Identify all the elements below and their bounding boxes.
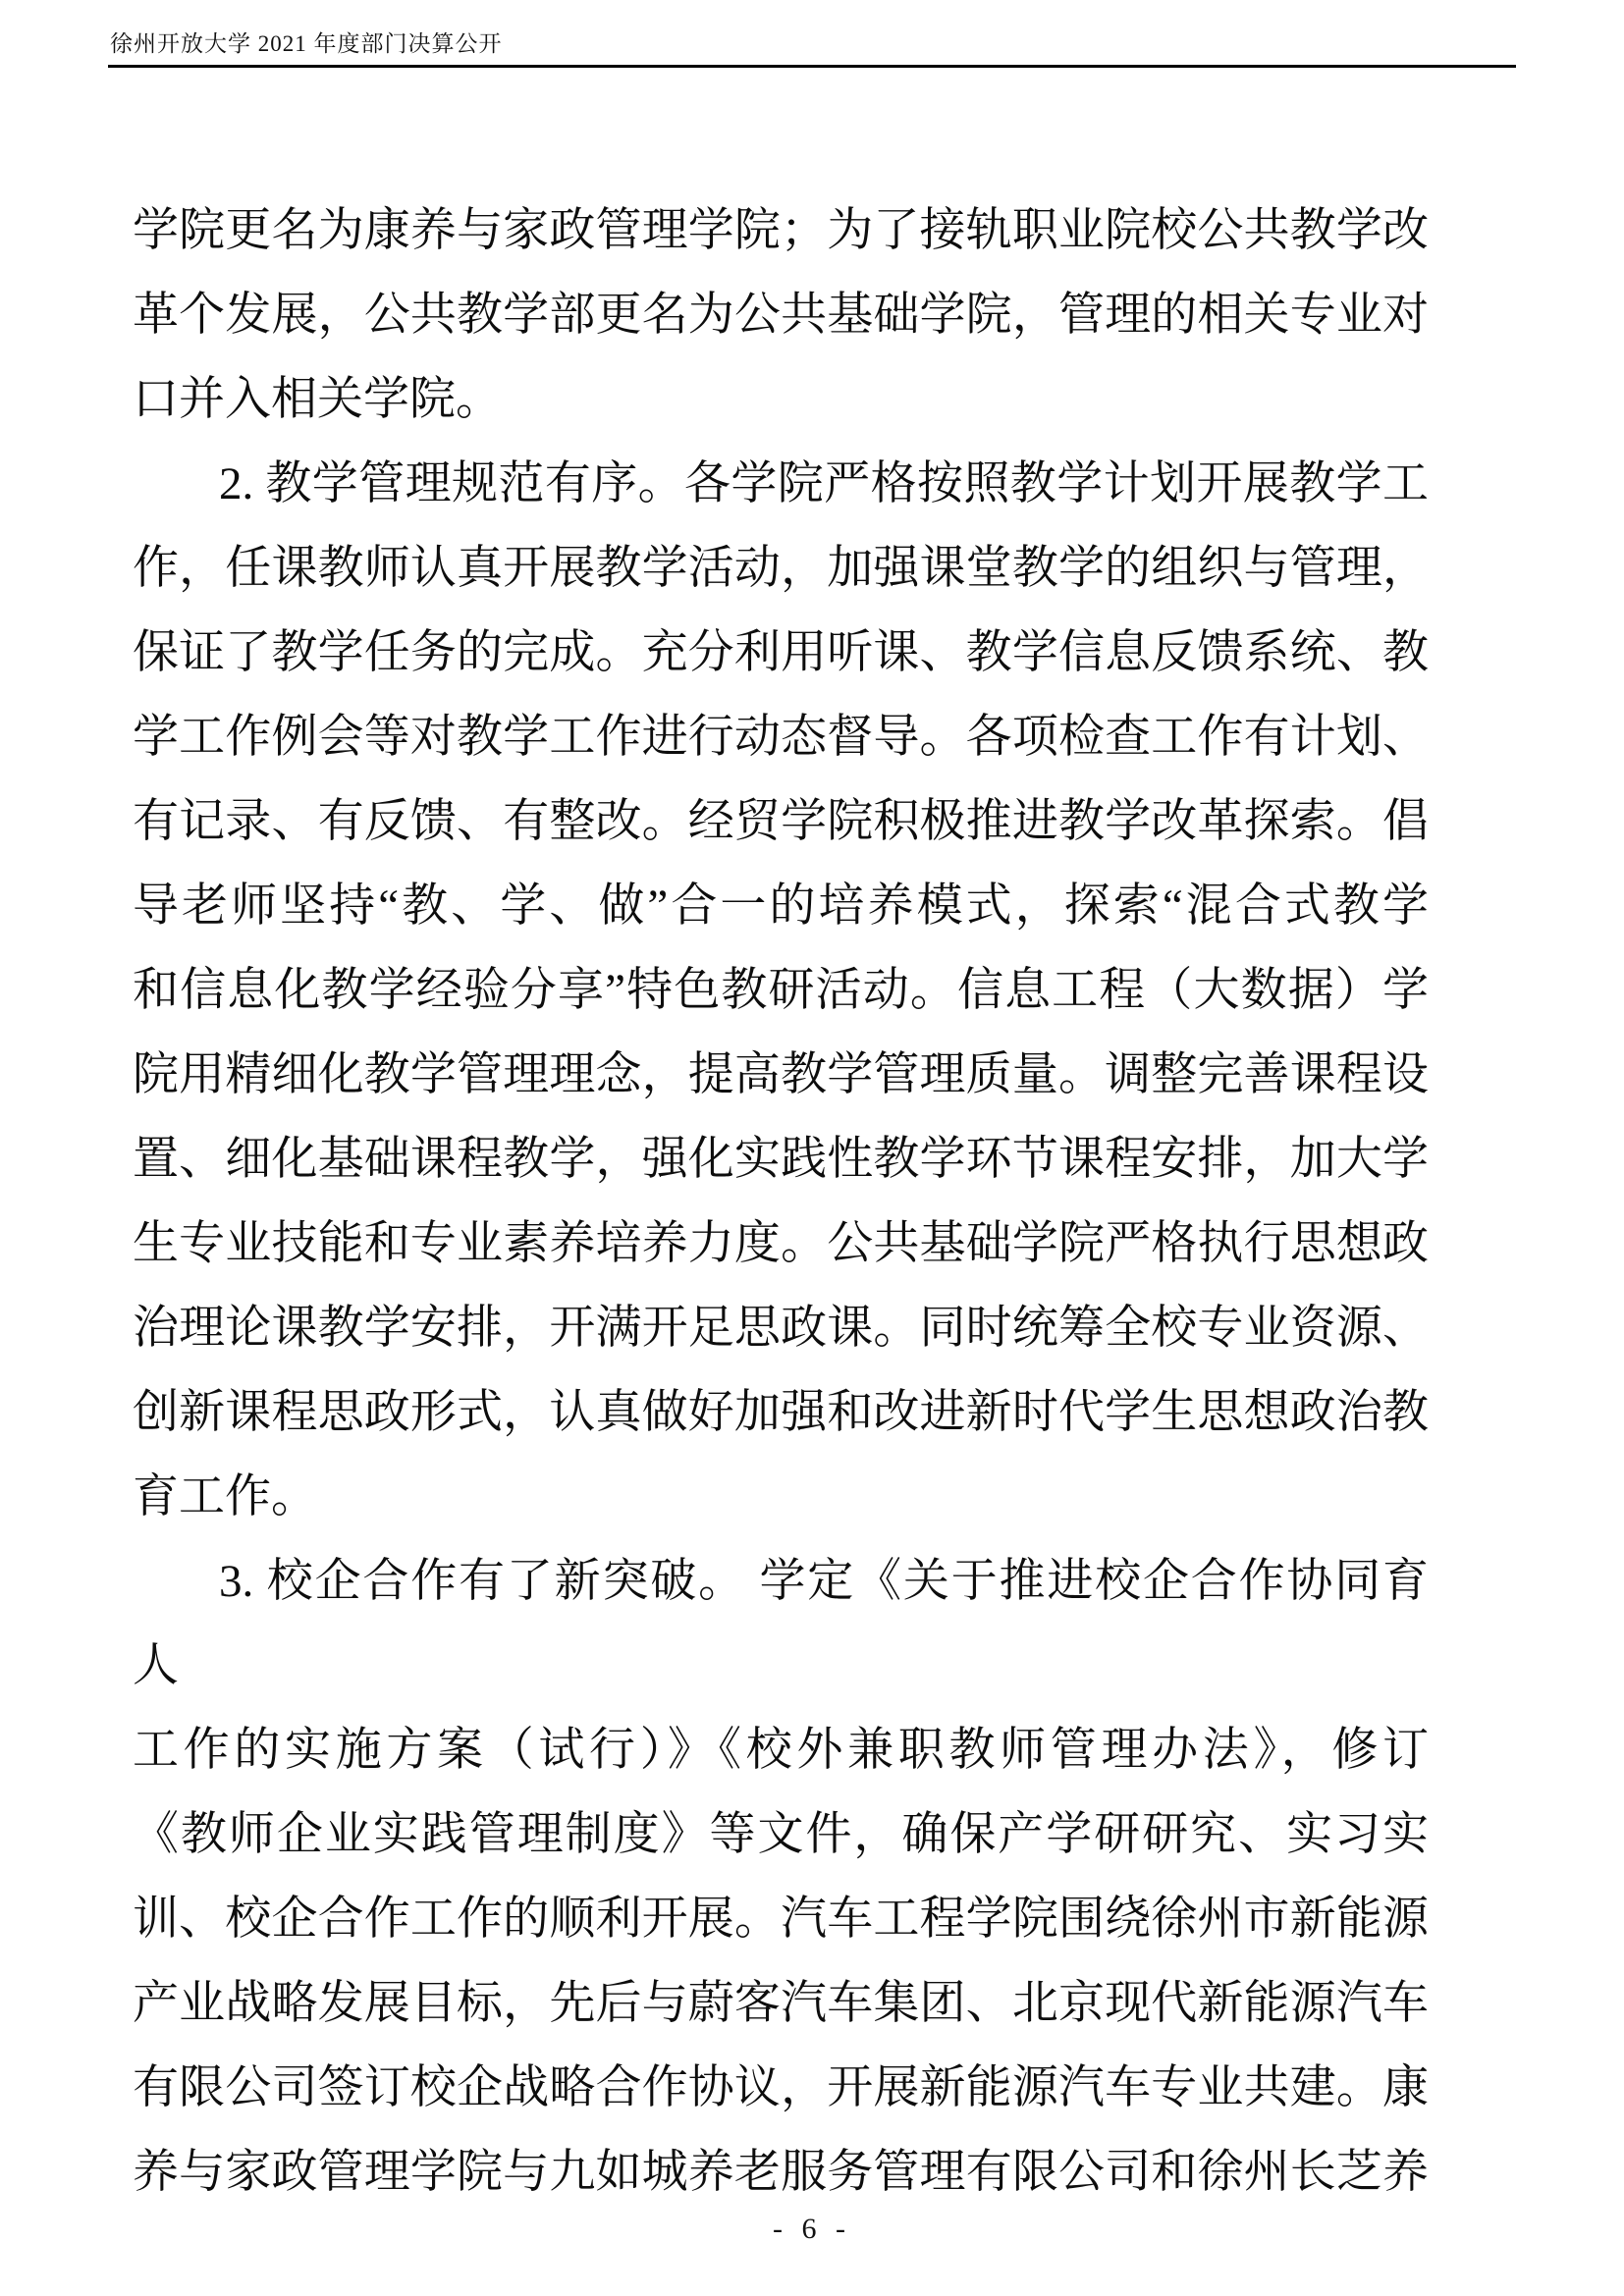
text-line: 导老师坚持“教、学、做”合一的培养模式，探索“混合式教学 (133, 881, 1429, 932)
text-line: 2. 教学管理规范有序。各学院严格按照教学计划开展教学工 (219, 458, 1429, 509)
page-footer: - 6 - (773, 2213, 851, 2245)
text-line: 学院更名为康养与家政管理学院；为了接轨职业院校公共教学改 (133, 205, 1429, 256)
document-body (133, 188, 1429, 2215)
text-line: 《教师企业实践管理制度》等文件，确保产学研研究、实习实 (133, 1809, 1429, 1860)
text-line: 作，任课教师认真开展教学活动，加强课堂教学的组织与管理， (133, 543, 1429, 594)
text-line: 养与家政管理学院与九如城养老服务管理有限公司和徐州长芝养 (133, 2147, 1429, 2198)
text-line: 有记录、有反馈、有整改。经贸学院积极推进教学改革探索。倡 (133, 796, 1429, 847)
text-line: 置、细化基础课程教学，强化实践性教学环节课程安排，加大学 (133, 1134, 1429, 1185)
text-line: 院用精细化教学管理理念，提高教学管理质量。调整完善课程设 (133, 1049, 1429, 1100)
text-line: 3. 校企合作有了新突破。 学定《关于推进校企合作协同育人 (133, 1556, 1429, 1691)
text-line: 治理论课教学安排，开满开足思政课。同时统筹全校专业资源、 (133, 1303, 1429, 1354)
text-line: 保证了教学任务的完成。充分利用听课、教学信息反馈系统、教 (133, 627, 1429, 678)
text-line: 和信息化教学经验分享”特色教研活动。信息工程（大数据）学 (133, 965, 1429, 1016)
text-line: 产业战略发展目标，先后与蔚客汽车集团、北京现代新能源汽车 (133, 1978, 1429, 2029)
text-line: 学工作例会等对教学工作进行动态督导。各项检查工作有计划、 (133, 712, 1429, 763)
text-line: 生专业技能和专业素养培养力度。公共基础学院严格执行思想政 (133, 1218, 1429, 1269)
text-line: 工作的实施方案（试行）》《校外兼职教师管理办法》，修订 (133, 1725, 1429, 1776)
text-line: 有限公司签订校企战略合作协议，开展新能源汽车专业共建。康 (133, 2062, 1429, 2113)
text-line: 口并入相关学院。 (133, 374, 502, 425)
text-line: 训、校企合作工作的顺利开展。汽车工程学院围绕徐州市新能源 (133, 1894, 1429, 1945)
text-line: 创新课程思政形式，认真做好加强和改进新时代学生思想政治教 (133, 1387, 1429, 1438)
page-header: 徐州开放大学 2021 年度部门决算公开 (110, 31, 503, 56)
text-line: 育工作。 (133, 1471, 317, 1522)
text-line: 革个发展，公共教学部更名为公共基础学院，管理的相关专业对 (133, 290, 1429, 341)
header-divider (108, 65, 1516, 68)
